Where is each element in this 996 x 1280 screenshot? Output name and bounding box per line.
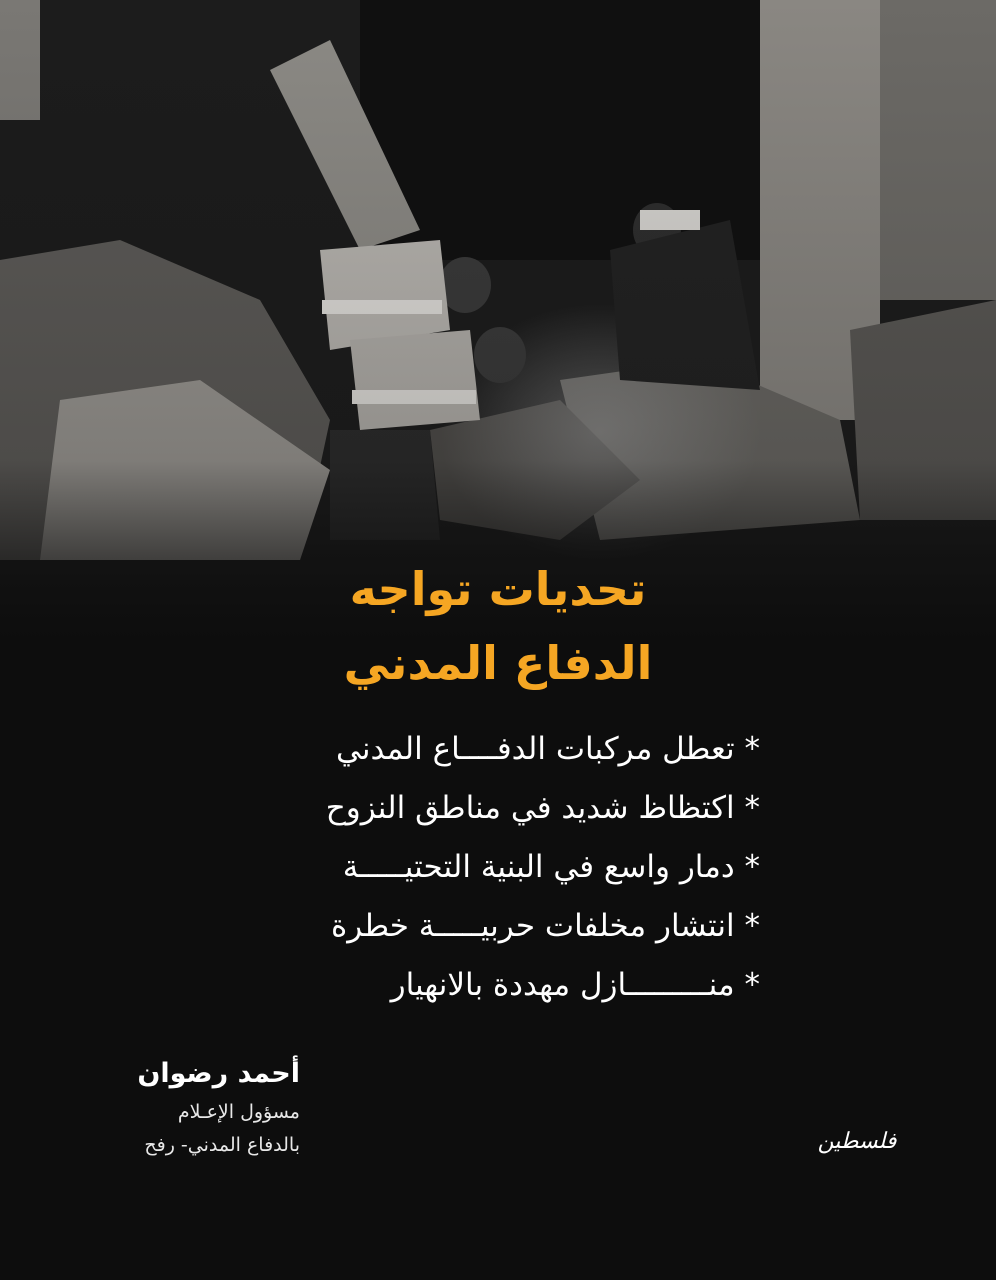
signature-org: بالدفاع المدني- رفح — [144, 1134, 300, 1156]
poster-title — [0, 552, 996, 700]
title-line-1: تحديات تواجه — [349, 562, 647, 616]
signature-name: أحمد رضوان — [137, 1058, 300, 1089]
challenge-item: * دمار واسع في البنية التحتيـــــة — [342, 849, 760, 885]
challenges-list — [240, 720, 760, 1015]
challenge-item: * انتشار مخلفات حربيـــــة خطرة — [331, 908, 760, 944]
challenge-item: * منـــــــــازل مهددة بالانهيار — [390, 967, 760, 1003]
signature-block — [90, 1052, 300, 1162]
signature-role: مسؤول الإعـلام — [177, 1101, 300, 1123]
challenge-item: * اكتظاظ شديد في مناطق النزوح — [325, 790, 760, 826]
challenge-item: * تعطل مركبات الدفــــاع المدني — [336, 731, 760, 767]
title-line-2: الدفاع المدني — [343, 636, 653, 690]
palestine-logo: فلسطين — [817, 1129, 897, 1154]
